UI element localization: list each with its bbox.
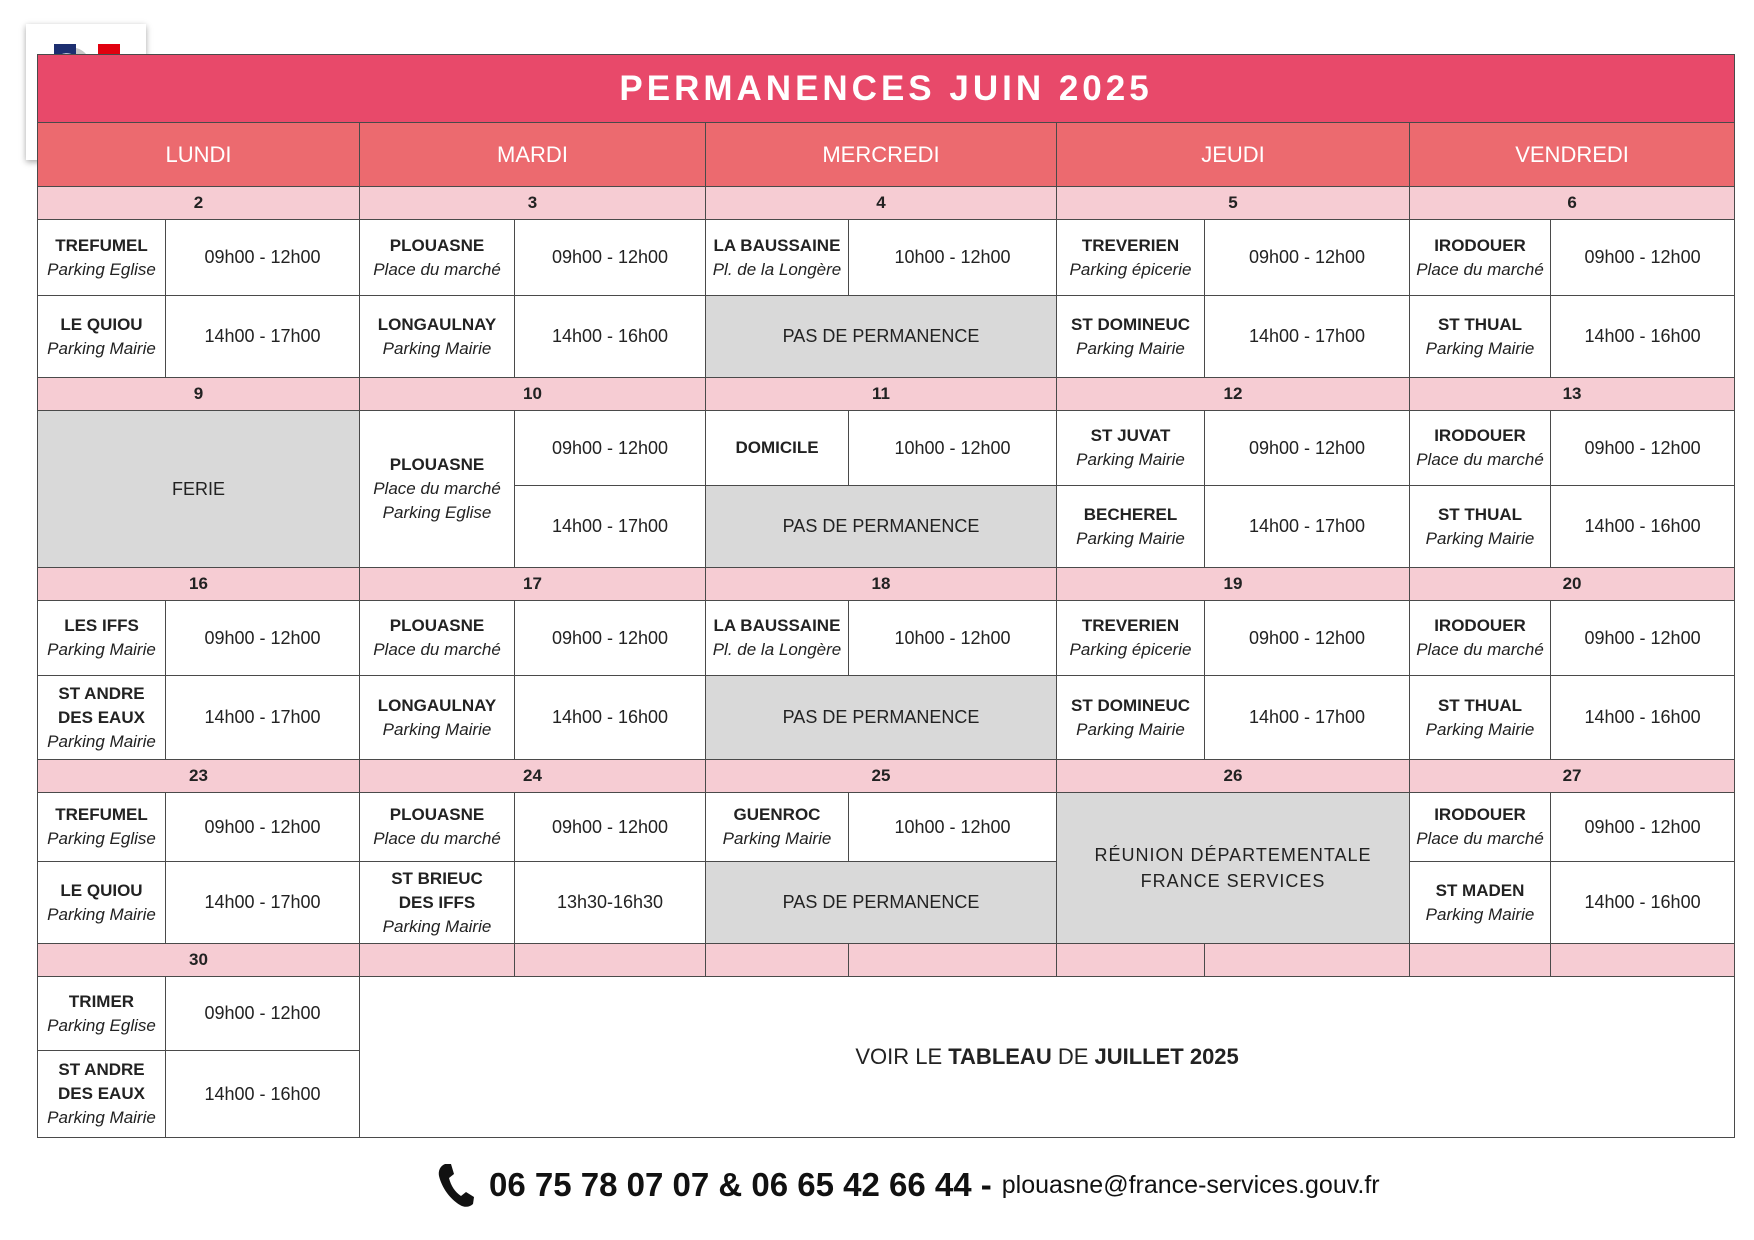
location-cell: ST DOMINEUC Parking Mairie [1057, 676, 1205, 760]
date-cell: 2 [38, 187, 360, 220]
time-cell: 09h00 - 12h00 [515, 220, 706, 296]
location-cell: BECHEREL Parking Mairie [1057, 486, 1205, 568]
date-cell: 19 [1057, 568, 1410, 601]
location-cell: PLOUASNE Place du marché [360, 220, 515, 296]
location-cell: LE QUIOU Parking Mairie [38, 296, 166, 378]
time-cell: 14h00 - 17h00 [166, 296, 360, 378]
date-cell: 12 [1057, 378, 1410, 411]
location-cell: ST BRIEUC DES IFFS Parking Mairie [360, 862, 515, 944]
date-cell-empty [1410, 944, 1551, 977]
location-cell: TRIMER Parking Eglise [38, 977, 166, 1051]
next-month-note: VOIR LE TABLEAU DE JUILLET 2025 [360, 977, 1735, 1138]
date-cell-empty [849, 944, 1057, 977]
time-cell: 14h00 - 16h00 [1551, 296, 1735, 378]
day-header-thursday: JEUDI [1057, 123, 1410, 187]
time-cell: 13h30-16h30 [515, 862, 706, 944]
date-cell-empty [1205, 944, 1410, 977]
no-permanence-cell: PAS DE PERMANENCE [706, 676, 1057, 760]
date-cell-empty [1057, 944, 1205, 977]
time-cell: 14h00 - 17h00 [1205, 676, 1410, 760]
location-cell: IRODOUER Place du marché [1410, 411, 1551, 486]
time-cell: 14h00 - 16h00 [1551, 486, 1735, 568]
date-cell: 3 [360, 187, 706, 220]
time-cell: 09h00 - 12h00 [1551, 220, 1735, 296]
time-cell: 10h00 - 12h00 [849, 601, 1057, 676]
location-cell: LONGAULNAY Parking Mairie [360, 296, 515, 378]
no-permanence-cell: PAS DE PERMANENCE [706, 296, 1057, 378]
location-cell: TREFUMEL Parking Eglise [38, 793, 166, 862]
date-cell: 17 [360, 568, 706, 601]
time-cell: 09h00 - 12h00 [166, 220, 360, 296]
date-cell-empty [515, 944, 706, 977]
time-cell: 09h00 - 12h00 [1205, 411, 1410, 486]
location-cell: ST THUAL Parking Mairie [1410, 486, 1551, 568]
time-cell: 09h00 - 12h00 [1551, 411, 1735, 486]
page-title: PERMANENCES JUIN 2025 [38, 55, 1735, 123]
time-cell: 14h00 - 16h00 [515, 296, 706, 378]
date-cell: 13 [1410, 378, 1735, 411]
date-cell: 9 [38, 378, 360, 411]
location-cell: TREFUMEL Parking Eglise [38, 220, 166, 296]
schedule-table [37, 54, 1735, 1138]
location-cell: LA BAUSSAINE Pl. de la Longère [706, 220, 849, 296]
location-cell: TREVERIEN Parking épicerie [1057, 220, 1205, 296]
time-cell: 14h00 - 17h00 [166, 676, 360, 760]
time-cell: 09h00 - 12h00 [166, 601, 360, 676]
day-header-tuesday: MARDI [360, 123, 706, 187]
time-cell: 09h00 - 12h00 [1551, 793, 1735, 862]
time-cell: 14h00 - 16h00 [1551, 676, 1735, 760]
date-cell: 16 [38, 568, 360, 601]
date-cell: 30 [38, 944, 360, 977]
location-cell: GUENROC Parking Mairie [706, 793, 849, 862]
date-cell: 18 [706, 568, 1057, 601]
time-cell: 09h00 - 12h00 [515, 793, 706, 862]
location-cell: ST ANDRE DES EAUX Parking Mairie [38, 1051, 166, 1138]
time-cell: 14h00 - 17h00 [515, 486, 706, 568]
date-cell: 20 [1410, 568, 1735, 601]
time-cell: 10h00 - 12h00 [849, 411, 1057, 486]
location-cell: PLOUASNE Place du marché [360, 793, 515, 862]
date-cell: 24 [360, 760, 706, 793]
date-cell: 5 [1057, 187, 1410, 220]
date-cell: 10 [360, 378, 706, 411]
time-cell: 09h00 - 12h00 [166, 977, 360, 1051]
contact-email[interactable]: plouasne@france-services.gouv.fr [1001, 1170, 1380, 1199]
time-cell: 10h00 - 12h00 [849, 220, 1057, 296]
location-cell: ST JUVAT Parking Mairie [1057, 411, 1205, 486]
location-cell: ST THUAL Parking Mairie [1410, 676, 1551, 760]
date-cell: 27 [1410, 760, 1735, 793]
phone-numbers: 06 75 78 07 07 & 06 65 42 66 44 - [489, 1166, 992, 1203]
location-cell: LA BAUSSAINE Pl. de la Longère [706, 601, 849, 676]
time-cell: 14h00 - 16h00 [1551, 862, 1735, 944]
location-cell: DOMICILE [706, 411, 849, 486]
time-cell: 14h00 - 17h00 [166, 862, 360, 944]
day-header-monday: LUNDI [38, 123, 360, 187]
day-header-friday: VENDREDI [1410, 123, 1735, 187]
contact-footer [437, 1162, 1380, 1208]
location-cell: ST ANDRE DES EAUX Parking Mairie [38, 676, 166, 760]
location-cell: ST MADEN Parking Mairie [1410, 862, 1551, 944]
time-cell: 14h00 - 17h00 [1205, 486, 1410, 568]
time-cell: 09h00 - 12h00 [515, 411, 706, 486]
date-cell: 4 [706, 187, 1057, 220]
location-cell: ST THUAL Parking Mairie [1410, 296, 1551, 378]
time-cell: 09h00 - 12h00 [515, 601, 706, 676]
location-cell: LE QUIOU Parking Mairie [38, 862, 166, 944]
time-cell: 14h00 - 17h00 [1205, 296, 1410, 378]
location-cell: IRODOUER Place du marché [1410, 793, 1551, 862]
location-cell: IRODOUER Place du marché [1410, 601, 1551, 676]
location-cell: PLOUASNE Place du marché Parking Eglise [360, 411, 515, 568]
date-cell: 11 [706, 378, 1057, 411]
phone-icon [437, 1162, 475, 1208]
day-header-wednesday: MERCREDI [706, 123, 1057, 187]
location-cell: IRODOUER Place du marché [1410, 220, 1551, 296]
meeting-cell: RÉUNION DÉPARTEMENTALE FRANCE SERVICES [1057, 793, 1410, 944]
time-cell: 09h00 - 12h00 [1205, 601, 1410, 676]
date-cell: 6 [1410, 187, 1735, 220]
no-permanence-cell: PAS DE PERMANENCE [706, 486, 1057, 568]
time-cell: 09h00 - 12h00 [166, 793, 360, 862]
date-cell-empty [706, 944, 849, 977]
location-cell: LES IFFS Parking Mairie [38, 601, 166, 676]
date-cell: 25 [706, 760, 1057, 793]
location-cell: LONGAULNAY Parking Mairie [360, 676, 515, 760]
date-cell: 23 [38, 760, 360, 793]
location-cell: TREVERIEN Parking épicerie [1057, 601, 1205, 676]
date-cell-empty [1551, 944, 1735, 977]
no-permanence-cell: PAS DE PERMANENCE [706, 862, 1057, 944]
time-cell: 09h00 - 12h00 [1551, 601, 1735, 676]
time-cell: 14h00 - 16h00 [166, 1051, 360, 1138]
time-cell: 14h00 - 16h00 [515, 676, 706, 760]
location-cell: ST DOMINEUC Parking Mairie [1057, 296, 1205, 378]
date-cell: 26 [1057, 760, 1410, 793]
date-cell-empty [360, 944, 515, 977]
location-cell: PLOUASNE Place du marché [360, 601, 515, 676]
time-cell: 10h00 - 12h00 [849, 793, 1057, 862]
time-cell: 09h00 - 12h00 [1205, 220, 1410, 296]
holiday-cell: FERIE [38, 411, 360, 568]
